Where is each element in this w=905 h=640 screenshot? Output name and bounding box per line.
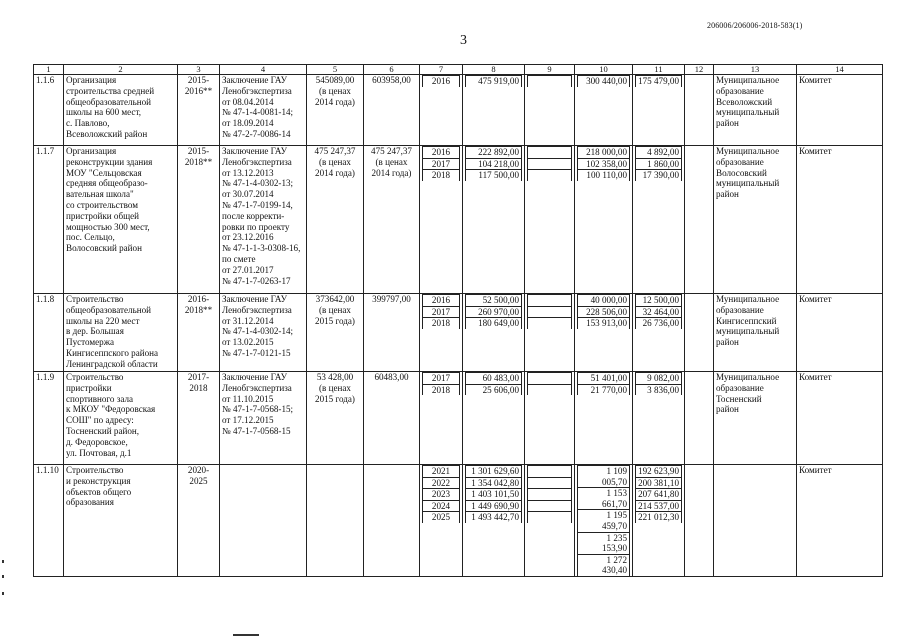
total-amount: 180 649,00 bbox=[466, 318, 522, 329]
recipient bbox=[714, 465, 797, 577]
year: 2024 bbox=[423, 500, 460, 512]
regional-budget: 218 000,00 bbox=[578, 147, 630, 159]
column-12 bbox=[685, 294, 714, 372]
scan-mark bbox=[2, 560, 4, 563]
customer: Комитет bbox=[797, 372, 883, 465]
regional-budget: 1 235 153,90 bbox=[578, 532, 630, 554]
column-header-2: 2 bbox=[64, 65, 178, 75]
expertise-conclusion bbox=[220, 465, 307, 577]
regional-budget: 1 195 459,70 bbox=[578, 510, 630, 532]
row-number: 1.1.9 bbox=[34, 372, 64, 465]
estimated-cost-current bbox=[364, 465, 420, 577]
customer: Комитет bbox=[797, 75, 883, 146]
local-budget-cell bbox=[633, 372, 685, 465]
years: 2020- 2025 bbox=[178, 465, 220, 577]
regional-budget: 153 913,00 bbox=[578, 318, 630, 329]
local-budget-cell bbox=[633, 465, 685, 577]
regional-budget: 228 506,00 bbox=[578, 306, 630, 318]
local-budget-cell bbox=[633, 294, 685, 372]
total-amount: 52 500,00 bbox=[466, 295, 522, 307]
years: 2016- 2018** bbox=[178, 294, 220, 372]
expertise-conclusion: Заключение ГАУ Ленобгэкспертиза от 11.10.2015 № 47-1-7-0568-15; от 17.12.2015 № 47-1-7-0568-15 bbox=[220, 372, 307, 465]
customer: Комитет bbox=[797, 465, 883, 577]
regional-budget-cell bbox=[575, 372, 633, 465]
column-header-3: 3 bbox=[178, 65, 220, 75]
table-body bbox=[34, 75, 883, 577]
estimated-cost-current: 603958,00 bbox=[364, 75, 420, 146]
table-row bbox=[34, 75, 883, 146]
year: 2017 bbox=[423, 306, 460, 318]
total-amount: 475 919,00 bbox=[466, 76, 522, 87]
total-amount: 260 970,00 bbox=[466, 306, 522, 318]
column-header-11: 11 bbox=[633, 65, 685, 75]
table-row bbox=[34, 465, 883, 577]
estimated-cost-current: 475 247,37 (в ценах 2014 года) bbox=[364, 146, 420, 294]
local-budget-cell bbox=[633, 75, 685, 146]
total-amount: 1 301 629,60 bbox=[466, 466, 522, 478]
column-9 bbox=[528, 477, 572, 489]
local-budget: 4 892,00 bbox=[636, 147, 682, 159]
total-amount: 25 606,00 bbox=[466, 384, 522, 395]
total-amount-cell bbox=[463, 294, 525, 372]
column-header-12: 12 bbox=[685, 65, 714, 75]
year: 2018 bbox=[423, 170, 460, 181]
column-12 bbox=[685, 146, 714, 294]
year: 2016 bbox=[423, 147, 460, 159]
recipient: Муниципальное образование Всеволожский муниципальный район bbox=[714, 75, 797, 146]
year: 2017 bbox=[423, 373, 460, 385]
total-amount: 117 500,00 bbox=[466, 170, 522, 181]
year-cell bbox=[420, 75, 463, 146]
local-budget: 9 082,00 bbox=[636, 373, 682, 385]
local-budget: 192 623,90 bbox=[636, 466, 682, 478]
year: 2021 bbox=[423, 466, 460, 478]
scan-mark bbox=[2, 575, 4, 578]
expertise-conclusion: Заключение ГАУ Ленобгэкспертиза от 08.04.2014 № 47-1-4-0081-14; от 18.09.2014 № 47-2-7-0086-14 bbox=[220, 75, 307, 146]
estimated-cost-current: 399797,00 bbox=[364, 294, 420, 372]
regional-budget: 100 110,00 bbox=[578, 170, 630, 181]
column-12 bbox=[685, 75, 714, 146]
local-budget: 26 736,00 bbox=[636, 318, 682, 329]
column-9 bbox=[528, 295, 572, 307]
year: 2016 bbox=[423, 76, 460, 87]
column-header-9: 9 bbox=[525, 65, 575, 75]
column-header-10: 10 bbox=[575, 65, 633, 75]
regional-budget-cell bbox=[575, 465, 633, 577]
column-9-cell bbox=[525, 294, 575, 372]
regional-budget: 1 153 661,70 bbox=[578, 488, 630, 510]
local-budget: 17 390,00 bbox=[636, 170, 682, 181]
local-budget-cell bbox=[633, 146, 685, 294]
estimated-cost bbox=[307, 465, 364, 577]
column-header-14: 14 bbox=[797, 65, 883, 75]
total-amount-cell bbox=[463, 372, 525, 465]
customer: Комитет bbox=[797, 146, 883, 294]
regional-budget-cell bbox=[575, 75, 633, 146]
column-12 bbox=[685, 372, 714, 465]
column-header-8: 8 bbox=[463, 65, 525, 75]
column-9 bbox=[528, 76, 572, 87]
column-9 bbox=[528, 489, 572, 501]
column-9 bbox=[528, 306, 572, 318]
expertise-conclusion: Заключение ГАУ Ленобгэкспертиза от 31.12.2014 № 47-1-4-0302-14; от 13.02.2015 № 47-1-7-0121-15 bbox=[220, 294, 307, 372]
scan-mark bbox=[2, 592, 4, 595]
total-amount: 104 218,00 bbox=[466, 158, 522, 170]
year: 2018 bbox=[423, 384, 460, 395]
object-name: Строительство общеобразовательной школы на 220 мест в дер. Большая Пустомержа Кингисеппского района Ленинградской области bbox=[64, 294, 178, 372]
local-budget: 207 641,80 bbox=[636, 489, 682, 501]
table-row bbox=[34, 372, 883, 465]
total-amount: 1 354 042,80 bbox=[466, 477, 522, 489]
scan-mark bbox=[233, 634, 259, 636]
table-row bbox=[34, 146, 883, 294]
local-budget: 32 464,00 bbox=[636, 306, 682, 318]
column-9-cell bbox=[525, 372, 575, 465]
regional-budget-cell bbox=[575, 294, 633, 372]
year: 2017 bbox=[423, 158, 460, 170]
local-budget: 12 500,00 bbox=[636, 295, 682, 307]
column-9 bbox=[528, 158, 572, 170]
regional-budget: 1 109 005,70 bbox=[578, 466, 630, 488]
regional-budget: 40 000,00 bbox=[578, 295, 630, 307]
year-cell bbox=[420, 146, 463, 294]
estimated-cost: 475 247,37 (в ценах 2014 года) bbox=[307, 146, 364, 294]
regional-budget: 21 770,00 bbox=[578, 384, 630, 395]
local-budget: 3 836,00 bbox=[636, 384, 682, 395]
years: 2017- 2018 bbox=[178, 372, 220, 465]
column-header-4: 4 bbox=[220, 65, 307, 75]
year: 2022 bbox=[423, 477, 460, 489]
local-budget: 175 479,00 bbox=[636, 76, 682, 87]
local-budget: 200 381,10 bbox=[636, 477, 682, 489]
column-12 bbox=[685, 465, 714, 577]
object-name: Организация строительства средней общеобразовательной школы на 600 мест, с. Павлово, Всеволожский район bbox=[64, 75, 178, 146]
column-9-cell bbox=[525, 465, 575, 577]
local-budget: 1 860,00 bbox=[636, 158, 682, 170]
page-number: 3 bbox=[460, 33, 467, 48]
recipient: Муниципальное образование Тосненский район bbox=[714, 372, 797, 465]
local-budget: 221 012,30 bbox=[636, 512, 682, 523]
customer: Комитет bbox=[797, 294, 883, 372]
table-row bbox=[34, 294, 883, 372]
year-cell bbox=[420, 294, 463, 372]
year: 2016 bbox=[423, 295, 460, 307]
estimated-cost-current: 60483,00 bbox=[364, 372, 420, 465]
row-number: 1.1.7 bbox=[34, 146, 64, 294]
total-amount: 1 403 101,50 bbox=[466, 489, 522, 501]
column-header-1: 1 bbox=[34, 65, 64, 75]
column-header-7: 7 bbox=[420, 65, 463, 75]
program-table bbox=[33, 64, 883, 577]
total-amount-cell bbox=[463, 465, 525, 577]
total-amount: 222 892,00 bbox=[466, 147, 522, 159]
local-budget: 214 537,00 bbox=[636, 500, 682, 512]
column-9-cell bbox=[525, 146, 575, 294]
year-cell bbox=[420, 465, 463, 577]
total-amount-cell bbox=[463, 146, 525, 294]
header-row bbox=[34, 65, 883, 75]
column-9-cell bbox=[525, 75, 575, 146]
column-9 bbox=[528, 512, 572, 523]
total-amount: 1 493 442,70 bbox=[466, 512, 522, 523]
years: 2015- 2016** bbox=[178, 75, 220, 146]
column-header-5: 5 bbox=[307, 65, 364, 75]
year: 2018 bbox=[423, 318, 460, 329]
row-number: 1.1.8 bbox=[34, 294, 64, 372]
recipient: Муниципальное образование Кингисеппский муниципальный район bbox=[714, 294, 797, 372]
document-id: 206006/206006-2018-583(1) bbox=[707, 21, 803, 30]
column-header-6: 6 bbox=[364, 65, 420, 75]
column-9 bbox=[528, 384, 572, 395]
regional-budget-cell bbox=[575, 146, 633, 294]
row-number: 1.1.10 bbox=[34, 465, 64, 577]
year-cell bbox=[420, 372, 463, 465]
object-name: Строительство пристройки спортивного зала к МКОУ "Федоровская СОШ" по адресу: Тосненский район, д. Федоровское, ул. Почтовая, д.1 bbox=[64, 372, 178, 465]
column-9 bbox=[528, 466, 572, 478]
years: 2015- 2018** bbox=[178, 146, 220, 294]
column-9 bbox=[528, 373, 572, 385]
regional-budget: 51 401,00 bbox=[578, 373, 630, 385]
total-amount: 1 449 690,90 bbox=[466, 500, 522, 512]
recipient: Муниципальное образование Волосовский муниципальный район bbox=[714, 146, 797, 294]
expertise-conclusion: Заключение ГАУ Ленобгэкспертиза от 13.12.2013 № 47-1-4-0302-13; от 30.07.2014 № 47-1-7-0199-14, после корректи- ровки по проекту от 23.12.2016 № 47-1-1-3-0308-16, по смете от 27.01.2017 № 47-1-7-0263-17 bbox=[220, 146, 307, 294]
year: 2023 bbox=[423, 489, 460, 501]
row-number: 1.1.6 bbox=[34, 75, 64, 146]
total-amount-cell bbox=[463, 75, 525, 146]
column-header-13: 13 bbox=[714, 65, 797, 75]
regional-budget: 1 272 430,40 bbox=[578, 554, 630, 576]
total-amount: 60 483,00 bbox=[466, 373, 522, 385]
column-9 bbox=[528, 500, 572, 512]
column-9 bbox=[528, 318, 572, 329]
column-9 bbox=[528, 147, 572, 159]
estimated-cost: 53 428,00 (в ценах 2015 года) bbox=[307, 372, 364, 465]
year: 2025 bbox=[423, 512, 460, 523]
regional-budget: 300 440,00 bbox=[578, 76, 630, 87]
estimated-cost: 545089,00 (в ценах 2014 года) bbox=[307, 75, 364, 146]
column-9 bbox=[528, 170, 572, 181]
object-name: Строительство и реконструкция объектов общего образования bbox=[64, 465, 178, 577]
estimated-cost: 373642,00 (в ценах 2015 года) bbox=[307, 294, 364, 372]
object-name: Организация реконструкции здания МОУ "Сельцовская средняя общеобразо- вательная школа" со строительством пристройки общей мощностью 300 мест, пос. Сельцо, Волосовский район bbox=[64, 146, 178, 294]
regional-budget: 102 358,00 bbox=[578, 158, 630, 170]
